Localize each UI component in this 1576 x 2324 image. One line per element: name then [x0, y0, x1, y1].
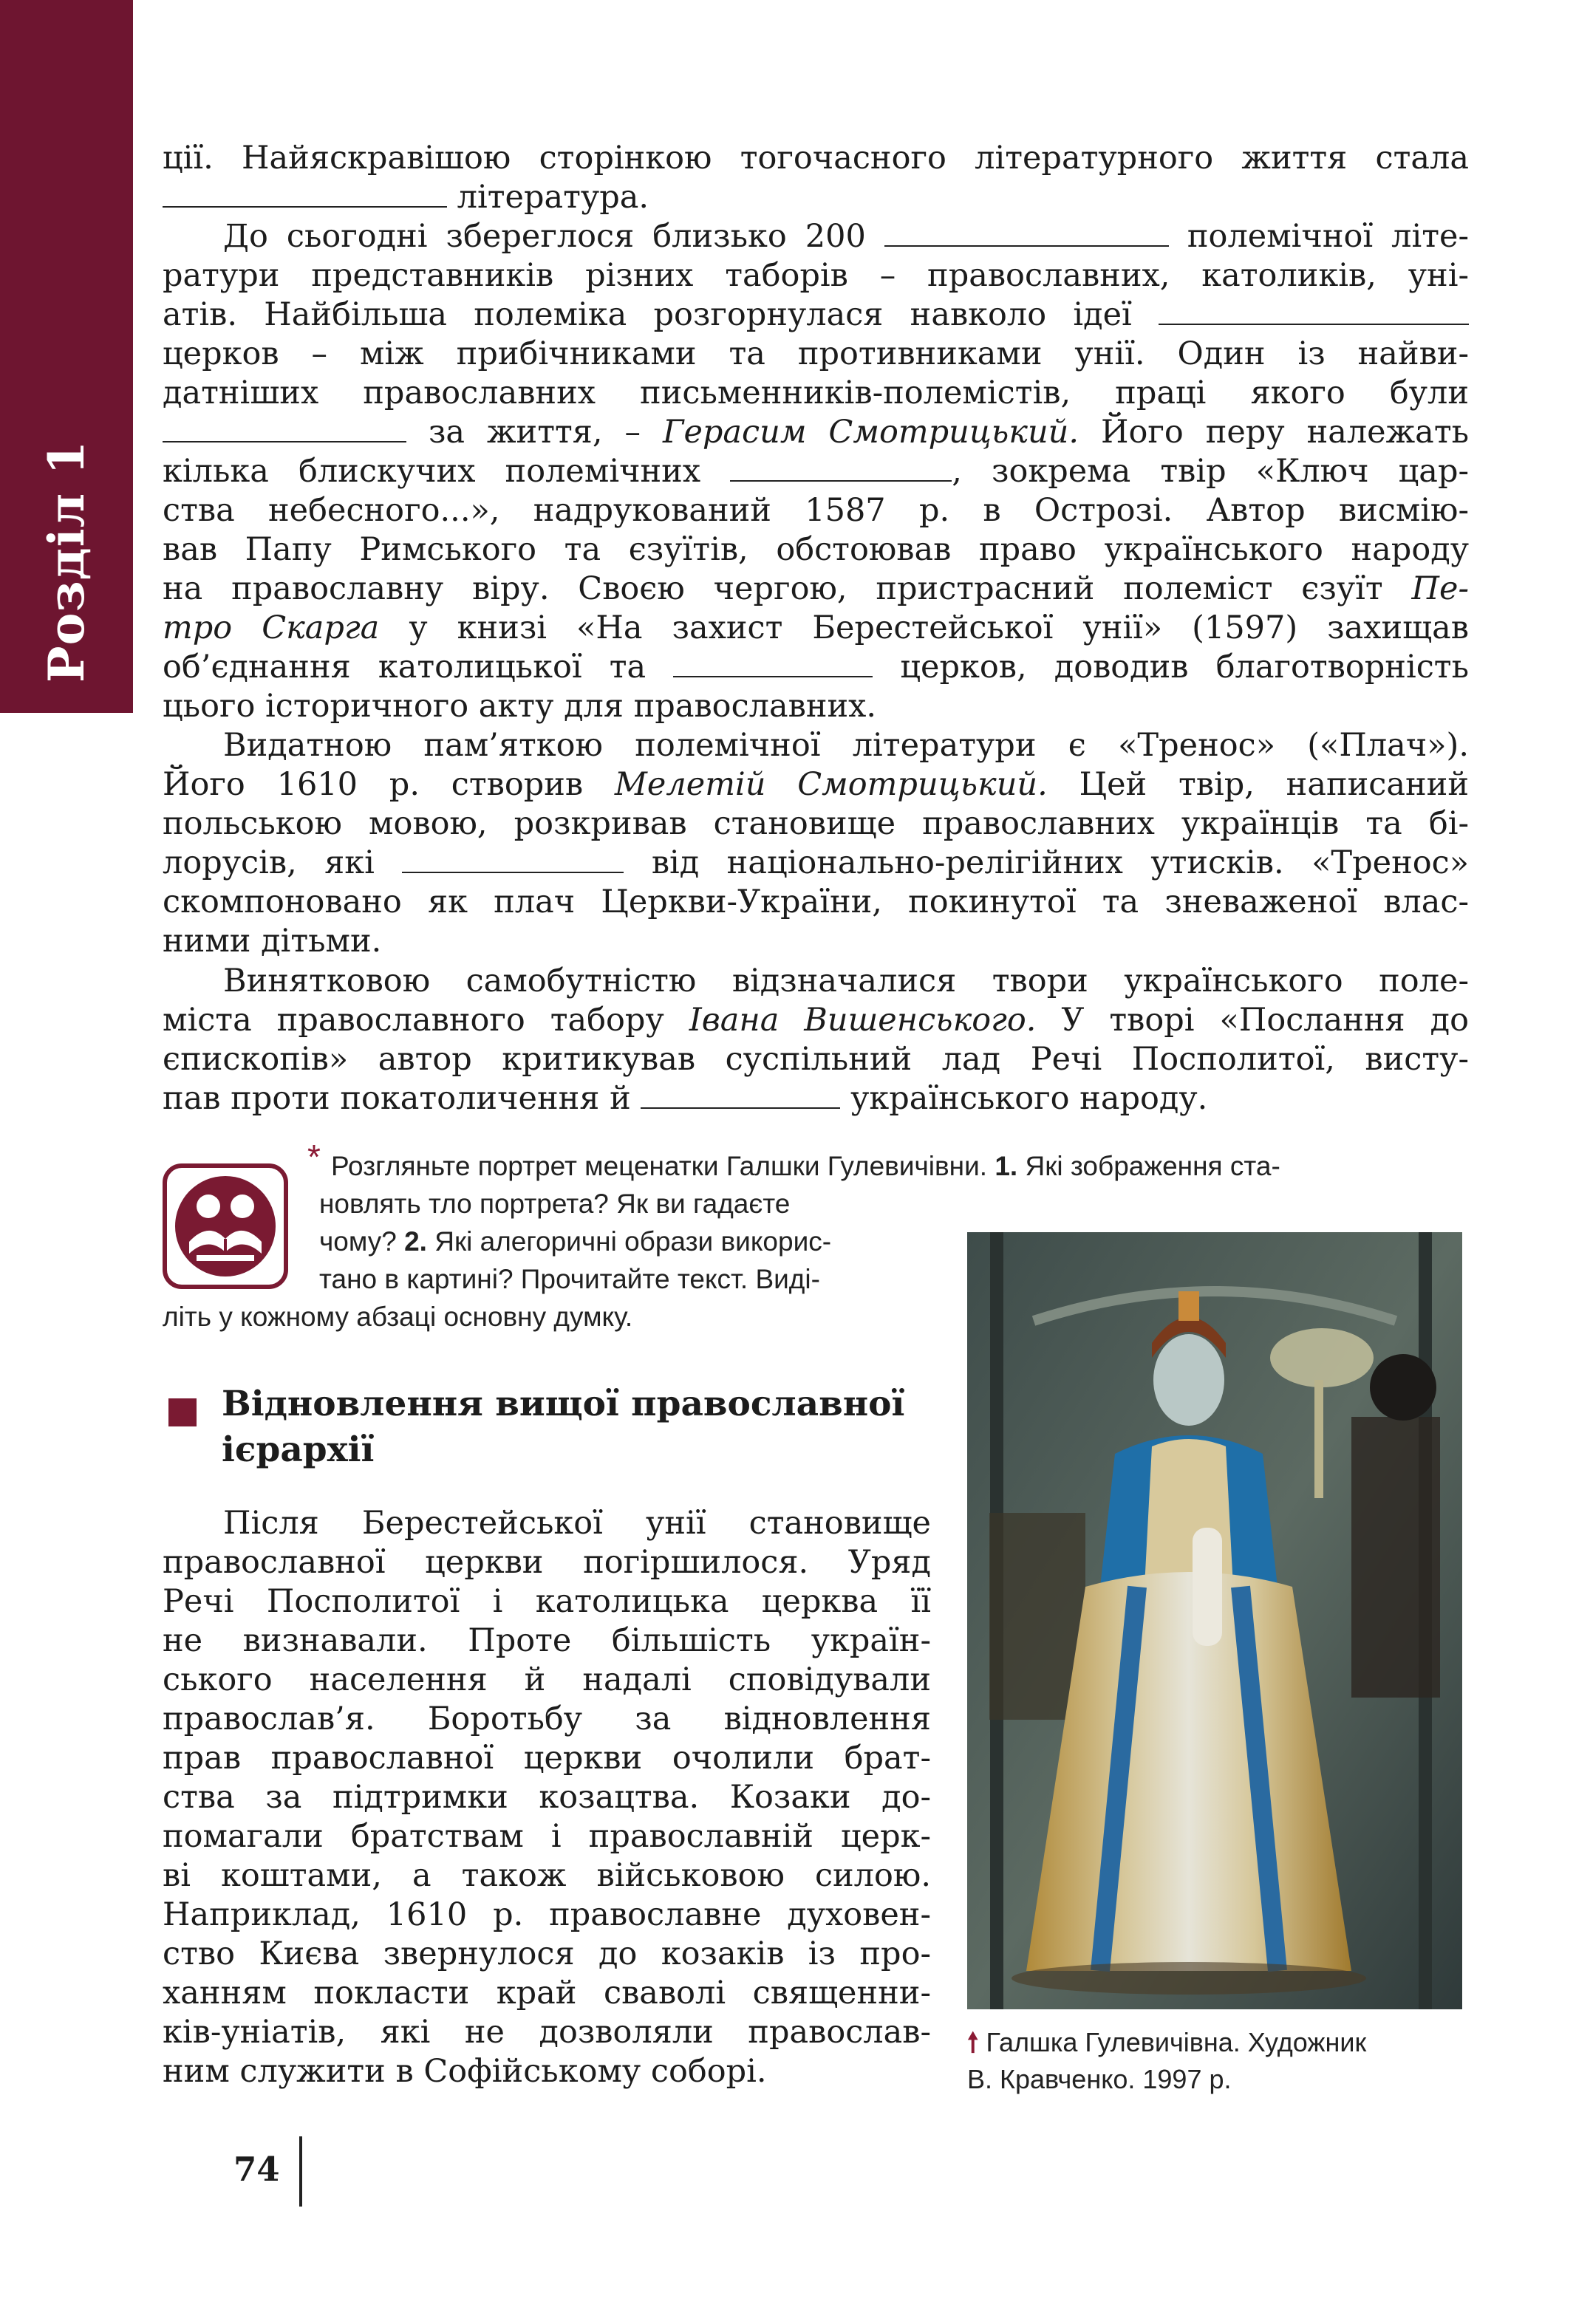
intro-text	[163, 139, 1469, 217]
paragraph-2	[163, 726, 1469, 961]
column-line: ство Києва звернулося до козаків із про-	[163, 1935, 931, 1972]
p1-line: кілька блискучих полемічних , зокрема твір «Ключ цар-	[163, 453, 1469, 490]
intro-line-1: ції. Найяскравішою сторінкою тогочасного літературного життя стала	[163, 140, 1469, 177]
fill-blank[interactable]	[1159, 297, 1469, 325]
column-line: ханням покласти край сваволі священни-	[163, 1975, 931, 2012]
paragraph-3	[163, 962, 1469, 1118]
fill-blank[interactable]	[730, 454, 952, 482]
paragraph-1	[163, 217, 1469, 726]
caption-line-1: 🠕 Галшка Гулевичівна. Художник	[967, 2027, 1367, 2057]
task-line: новлять тло портрета? Як ви гадаєте	[319, 1189, 791, 1219]
fill-blank[interactable]	[884, 219, 1169, 247]
star-icon: *	[307, 1138, 321, 1176]
task-line: Розгляньте портрет меценатки Галшки Гулевичівни. 1. Які зображення ста-	[331, 1151, 1280, 1181]
column-line: православ’я. Боротьбу за відновлення	[163, 1701, 931, 1737]
p2-line: скомпоновано як плач Церкви-України, покинутої та зневаженої влас-	[163, 884, 1469, 920]
section-square-icon	[168, 1398, 197, 1426]
p1-line: ратури представників різних таборів – православних, католиків, уні-	[163, 257, 1469, 294]
p1-line: атів. Найбільша полеміка розгорнулася навколо ідеї	[163, 295, 1469, 335]
p1-line: цього історичного акту для православних.	[163, 688, 877, 725]
p1-line: датніших православних письменників-полемістів, праці якого були	[163, 375, 1469, 411]
section-title: Відновлення вищої православної ієрархії	[222, 1384, 905, 1470]
fill-blank[interactable]	[402, 845, 624, 873]
column-line: ків-уніатів, які не дозволяли православ-	[163, 2014, 931, 2051]
page-number-rule	[299, 2136, 302, 2207]
caption-line-2: В. Кравченко. 1997 р.	[967, 2064, 1232, 2094]
p1-line: тро Скарга у книзі «На захист Берестейської унії» (1597) захищав	[163, 609, 1469, 646]
column-line: Після Берестейської унії становище	[223, 1505, 931, 1542]
fill-blank[interactable]	[641, 1081, 840, 1109]
p1-line: на православну віру. Своєю чергою, пристрасний полеміст єзуїт Пе-	[163, 570, 1469, 607]
intro-line-2: література.	[163, 178, 1469, 217]
portrait-painting	[967, 1232, 1462, 2009]
p1-line: До сьогодні збереглося близько 200 полемічної літе-	[223, 218, 1469, 255]
p2-line: ними дітьми.	[163, 923, 382, 960]
column-line: ства за підтримки козацтва. Козаки до-	[163, 1779, 931, 1816]
author-name: Пе-	[1411, 570, 1469, 607]
column-line: прав православної церкви очолили брат-	[163, 1740, 931, 1777]
p3-line: міста православного табору Івана Вишенського. У творі «Послання до	[163, 1002, 1469, 1039]
arrow-up-icon: 🠕	[967, 2027, 979, 2057]
p1-line: церков – між прибічниками та противниками унії. Один із найви-	[163, 335, 1469, 372]
p3-line: пав проти покатоличення й українського народу.	[163, 1080, 1208, 1117]
fill-blank[interactable]	[673, 649, 873, 677]
task-line: чому? 2. Які алегоричні образи викорис-	[319, 1226, 832, 1257]
reading-students-icon	[167, 1168, 284, 1285]
fill-blank[interactable]	[163, 414, 406, 442]
author-name: Мелетій Смотрицький.	[614, 766, 1048, 803]
column-line: ського населення й надалі сповідували	[163, 1661, 931, 1698]
author-name: Івана Вишенського.	[689, 1002, 1037, 1039]
p3-line: Винятковою самобутністю відзначалися твори українського поле-	[223, 963, 1469, 999]
p3-line: єпископів» автор критикував суспільний лад Речі Посполитої, висту-	[163, 1041, 1469, 1078]
author-name: тро Скарга	[163, 609, 380, 646]
task-line: літь у кожному абзаці основну думку.	[163, 1302, 633, 1332]
section-paragraph	[163, 1504, 931, 2091]
section-sidebar	[0, 0, 133, 713]
p1-line: вав Папу Римського та єзуїтів, обстоював право українського народу	[163, 531, 1469, 568]
column-line: Наприклад, 1610 р. православне духовен-	[163, 1896, 931, 1933]
column-line: ві коштами, а також військовою силою.	[163, 1857, 931, 1894]
page-number: 74	[233, 2150, 280, 2189]
column-line: православної церкви погіршилося. Уряд	[163, 1544, 931, 1581]
column-line: ним служити в Софійському соборі.	[163, 2053, 767, 2090]
column-line: помагали братствам і православній церк-	[163, 1818, 931, 1855]
painting-caption	[967, 2024, 1477, 2098]
p2-line: лорусів, які від національно-релігійних утисків. «Тренос»	[163, 844, 1470, 881]
p1-line: об’єднання католицької та церков, доводив благотворність	[163, 649, 1469, 686]
author-name: Герасим Смотрицький.	[662, 414, 1079, 451]
column-line: Речі Посполитої і католицька церква її	[163, 1583, 931, 1620]
p2-line: Його 1610 р. створив Мелетій Смотрицький. Цей твір, написаний	[163, 766, 1469, 803]
fill-blank[interactable]	[163, 180, 447, 208]
section-label: Розділ 1	[38, 440, 95, 683]
p1-line: за життя, – Герасим Смотрицький. Його перу належать	[163, 413, 1469, 452]
column-line: не визнавали. Проте більшість україн-	[163, 1622, 931, 1659]
p2-line: польською мовою, розкривав становище православних українців та бі-	[163, 805, 1469, 842]
task-icon	[163, 1163, 288, 1289]
p1-line: ства небесного...», надрукований 1587 р. в Острозі. Автор висмію-	[163, 492, 1469, 529]
task-line: тано в картині? Прочитайте текст. Виді-	[319, 1264, 820, 1294]
p2-line: Видатною пам’яткою полемічної літератури є «Тренос» («Плач»).	[223, 727, 1469, 764]
